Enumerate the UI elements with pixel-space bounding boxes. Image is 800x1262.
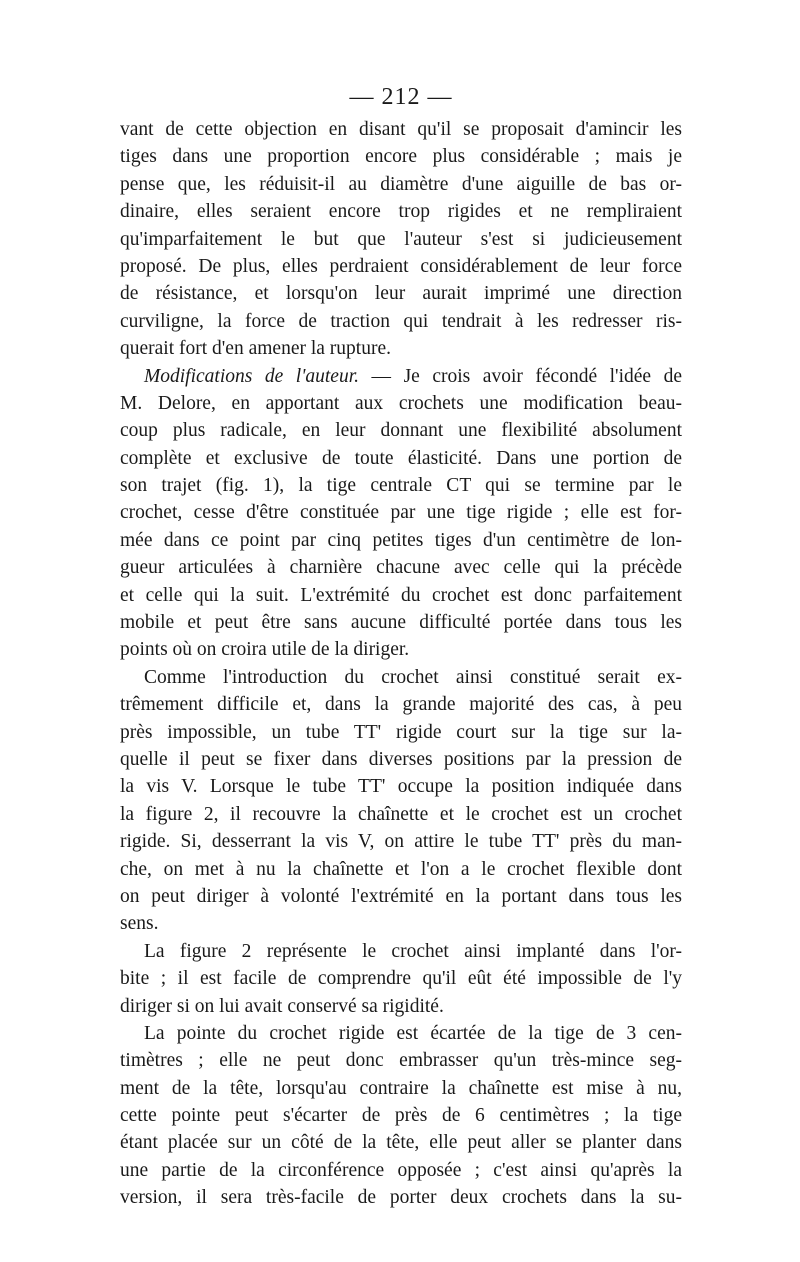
text-line-content: de résistance, et lorsqu'on leur aurait imprimé une direction [120,283,682,305]
text-line [120,636,682,663]
text-line [120,1129,682,1156]
text-line-content: curviligne, la force de traction qui tendrait à les redresser ris- [120,310,682,332]
text-line-content: crochet, cesse d'être constituée par une tige rigide ; elle est for- [120,502,682,524]
text-line [120,691,682,718]
text-line [120,664,682,691]
text-line-content: près impossible, un tube TT' rigide court sur la tige sur la- [120,721,682,743]
text-line [120,856,682,883]
text-line [120,171,682,198]
text-line [120,773,682,800]
text-line-content: dinaire, elles seraient encore trop rigides et ne rempliraient [120,201,682,223]
text-line-content: son trajet (fig. 1), la tige centrale CT qui se termine par le [120,475,682,497]
text-line-content: la vis V. Lorsque le tube TT' occupe la position indiquée dans [120,776,682,798]
text-line-content: gueur articulées à charnière chacune avec celle qui la précède [120,557,682,579]
text-line [120,1102,682,1129]
text-line [120,883,682,910]
text-line [120,308,682,335]
text-line-content: M. Delore, en apportant aux crochets une modification beau- [120,392,682,414]
text-line-content: la figure 2, il recouvre la chaînette et le crochet est un crochet [120,803,682,825]
text-line [120,965,682,992]
text-line [120,417,682,444]
text-line-content: tiges dans une proportion encore plus considérable ; mais je [120,146,682,168]
text-line-content: querait fort d'en amener la rupture. [120,338,391,360]
text-line-content: vant de cette objection en disant qu'il se proposait d'amincir les [120,119,682,140]
text-line-content: La pointe du crochet rigide est écartée de la tige de 3 cen- [144,1022,682,1044]
text-line-content: une partie de la circonférence opposée ; c'est ainsi qu'après la [120,1159,682,1181]
text-line [120,472,682,499]
text-line-content: che, on met à nu la chaînette et l'on a le crochet flexible dont [120,858,682,880]
text-line-content: étant placée sur un côté de la tête, elle peut aller se planter dans [120,1132,682,1154]
text-line-content: ment de la tête, lorsqu'au contraire la chaînette est mise à nu, [120,1077,682,1099]
text-line-content: sens. [120,913,159,935]
text-line-content: timètres ; elle ne peut donc embrasser qu'un très-mince seg- [120,1050,682,1072]
text-line [120,445,682,472]
text-line [120,1157,682,1184]
text-line [120,198,682,225]
text-line-content: cette pointe peut s'écarter de près de 6 centimètres ; la tige [120,1105,682,1127]
text-line [120,1020,682,1047]
text-line [120,390,682,417]
text-line [120,527,682,554]
text-line [120,554,682,581]
text-line [120,582,682,609]
book-page [120,82,682,1212]
text-line-content: Comme l'introduction du crochet ainsi constitué serait ex- [144,666,682,688]
text-line [120,609,682,636]
text-line-content: mobile et peut être sans aucune difficulté portée dans tous les [120,612,682,634]
text-line [120,993,682,1020]
text-line [120,499,682,526]
text-line [120,363,682,390]
text-line [120,1047,682,1074]
body-text [120,116,682,1212]
text-line [120,801,682,828]
text-line-content: complète et exclusive de toute élasticité. Dans une portion de [120,447,682,469]
text-line [120,226,682,253]
text-line-content: proposé. De plus, elles perdraient considérablement de leur force [120,255,682,277]
text-line-content: trêmement difficile et, dans la grande majorité des cas, à peu [120,694,682,716]
text-line [120,116,682,143]
text-line [120,335,682,362]
text-line [120,143,682,170]
text-line [120,746,682,773]
text-line-content: points où on croira utile de la diriger. [120,639,410,661]
text-line [120,938,682,965]
text-line-content: mée dans ce point par cinq petites tiges d'un centimètre de lon- [120,529,682,551]
text-line [120,719,682,746]
text-line-content: on peut diriger à volonté l'extrémité en la portant dans tous les [120,885,682,907]
text-line [120,910,682,937]
text-line-content: — Je crois avoir fécondé l'idée de [359,365,682,387]
text-line [120,828,682,855]
text-line-content: quelle il peut se fixer dans diverses positions par la pression de [120,748,682,770]
text-line-content: rigide. Si, desserrant la vis V, on attire le tube TT' près du man- [120,831,682,853]
text-line-content: qu'imparfaitement le but que l'auteur s'est si judicieusement [120,228,682,250]
text-line-content: version, il sera très-facile de porter deux crochets dans la su- [120,1187,682,1209]
text-line-content: La figure 2 représente le crochet ainsi implanté dans l'or- [144,940,682,962]
text-line-content: coup plus radicale, en leur donnant une flexibilité absolument [120,420,682,442]
text-line-content: diriger si on lui avait conservé sa rigidité. [120,995,444,1017]
text-line-content: pense que, les réduisit-il au diamètre d'une aiguille de bas or- [120,173,682,195]
text-line [120,280,682,307]
text-line-content: et celle qui la suit. L'extrémité du crochet est donc parfaitement [120,584,682,606]
text-line [120,1184,682,1211]
text-line-content: bite ; il est facile de comprendre qu'il eût été impossible de l'y [120,968,682,990]
text-line [120,1075,682,1102]
page-number: — 212 — [349,84,453,110]
section-heading: Modifications de l'auteur. [144,365,360,387]
text-line [120,253,682,280]
